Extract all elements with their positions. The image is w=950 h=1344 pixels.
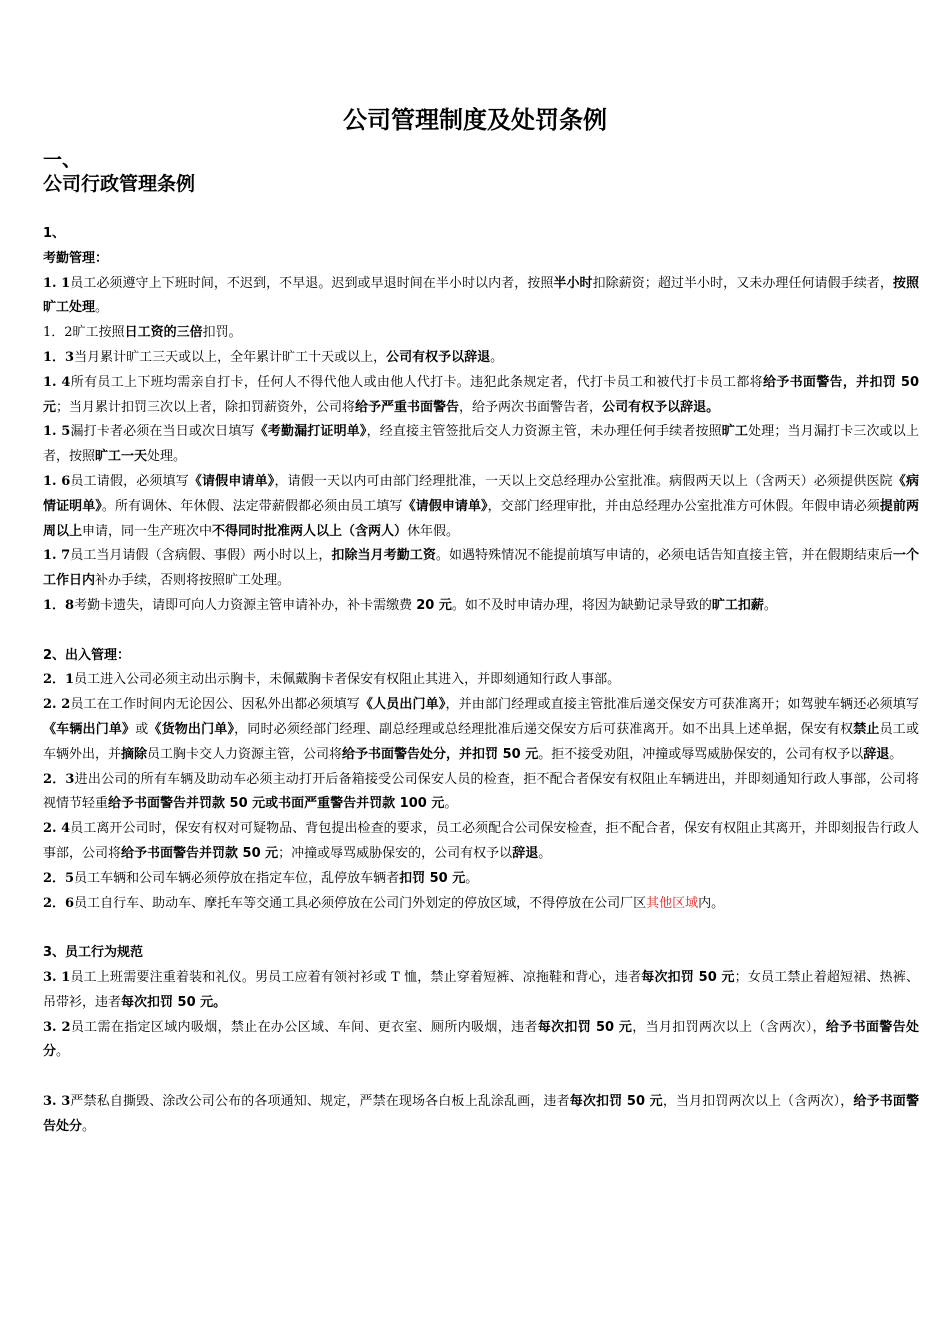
clause-emphasis: 每次扣罚 50 元 [641, 969, 735, 985]
clause-emphasis: 20 元 [416, 597, 452, 613]
clause-text: 员工进入公司必须主动出示胸卡，未佩戴胸卡者保安有权阻止其进入，并即刻通知行政人事部。 [74, 672, 621, 688]
clause-emphasis: 给予书面警告并罚款 50 元或书面严重警告并罚款 100 元 [108, 796, 445, 812]
clause-number: 2. 2 [43, 697, 71, 713]
clause-text: 旷工按照 [72, 325, 125, 341]
clause-number: 2．1 [43, 672, 75, 688]
clause-text: ，请假一天以内可由部门经理批准，一天以上交总经理办公室批准。病假两天以上（含两天）必须提供医院 [274, 473, 893, 489]
clause-text: 处理。 [147, 449, 187, 465]
clause-emphasis: 旷工一天 [95, 449, 148, 465]
clause-number: 3. 3 [43, 1093, 71, 1109]
clause-text: 。拒不接受劝阻，冲撞或辱骂威胁保安的，公司有权予以 [538, 746, 864, 762]
document-body [43, 222, 919, 1139]
clause-number: 1. 7 [43, 548, 71, 564]
clause-number: 1．2 [43, 325, 73, 341]
clause-emphasis: 摘除 [121, 746, 148, 762]
clause-text: ，同时必须经部门经理、副总经理或总经理批准后递交保安方后可获准离开。如不出具上述单据，保安有权 [234, 721, 854, 737]
clause-text: 。 [82, 1118, 96, 1134]
section-1-title: 考勤管理： [43, 250, 109, 266]
clause-text: ，当月扣罚两次以上（含两次）， [662, 1093, 854, 1109]
clause-highlight: 其他区域 [646, 895, 699, 911]
clause-number: 1. 4 [43, 374, 71, 390]
clause-number: 1. 1 [43, 275, 71, 291]
clause-text: ；女员工禁止着超短裙、热裤、吊带衫，违者 [43, 969, 919, 1010]
clause-text: 。如不及时申请办理，将因为缺勤记录导致的 [451, 597, 712, 613]
clause-text: 。 [763, 597, 777, 613]
clause-1-3 [43, 346, 919, 371]
clause-text: ；当月累计扣罚三次以上者，除扣罚薪资外，公司将 [56, 399, 356, 415]
clause-1-6 [43, 470, 919, 544]
clause-text: 严禁私自撕毁、涂改公司公布的各项通知、规定，严禁在现场各白板上乱涂乱画，违者 [70, 1093, 570, 1109]
clause-text: ；冲撞或辱骂威胁保安的，公司有权予以 [278, 845, 513, 861]
clause-1-2 [43, 321, 919, 346]
clause-emphasis: 给予书面警告处分 [43, 1019, 919, 1060]
clause-text: 处理；当月漏打卡三次或以上者，按照 [43, 424, 919, 465]
clause-text: 员工或车辆外出，并 [43, 721, 919, 762]
clause-emphasis: 《考勤漏打证明单》 [254, 424, 367, 440]
clause-number: 1. 5 [43, 424, 71, 440]
clause-emphasis: 半小时 [553, 275, 593, 291]
clause-emphasis: 提前两周以上 [43, 498, 919, 539]
clause-text: 员工必须遵守上下班时间，不迟到，不早退。迟到或早退时间在半小时以内者，按照 [70, 275, 554, 291]
clause-text: ，交部门经理审批，并由总经理办公室批准方可休假。年假申请必须 [487, 498, 880, 514]
clause-text: 。 [465, 870, 479, 886]
clause-text: 扣除薪资；超过半小时，又未办理任何请假手续者， [592, 275, 893, 291]
clause-emphasis: 《请假申请单》 [402, 498, 488, 514]
clause-text: 。 [444, 796, 458, 812]
clause-number: 1．3 [43, 349, 75, 365]
clause-text: 员工上班需要注重着装和礼仪。男员工应着有领衬衫或 T 恤，禁止穿着短裤、凉拖鞋和背心，违者 [70, 969, 642, 985]
clause-emphasis: 给予严重书面警告 [355, 399, 460, 415]
clause-1-1 [43, 272, 919, 322]
clause-emphasis: 给予书面警告处分，并扣罚 50 元 [342, 746, 539, 762]
clause-emphasis: 《请假申请单》 [188, 473, 275, 489]
clause-text: 内。 [698, 895, 725, 911]
section-3-title: 3、员工行为规范 [43, 945, 144, 961]
clause-number: 3. 2 [43, 1019, 71, 1035]
clause-emphasis: 公司有权予以辞退。 [602, 399, 720, 415]
clause-1-7 [43, 544, 919, 594]
clause-emphasis: 按照旷工处理 [43, 275, 919, 316]
clause-text: 员工车辆和公司车辆必须停放在指定车位，乱停放车辆者 [74, 870, 400, 886]
spacer [43, 916, 919, 941]
clause-text: 。 [538, 845, 552, 861]
chapter-title: 公司行政管理条例 [43, 173, 196, 195]
clause-text: ，当月扣罚两次以上（含两次）， [632, 1019, 826, 1035]
clause-emphasis: 《货物出门单》 [148, 721, 235, 737]
clause-text: ，经直接主管签批后交人力资源主管，未办理任何手续者按照 [366, 424, 722, 440]
clause-text: 员工胸卡交人力资源主管，公司将 [147, 746, 343, 762]
clause-emphasis: 辞退 [512, 845, 539, 861]
clause-text: 。 [889, 746, 903, 762]
clause-emphasis: 辞退 [863, 746, 890, 762]
clause-text: 。如遇特殊情况不能提前填写申请的，必须电话告知直接主管，并在假期结束后 [435, 548, 893, 564]
clause-3-3 [43, 1090, 919, 1140]
clause-number: 3. 1 [43, 969, 71, 985]
clause-emphasis: 旷工扣薪 [711, 597, 764, 613]
clause-text: 。 [490, 349, 504, 365]
clause-text: 申请，同一生产班次中 [82, 523, 213, 539]
clause-text: 当月累计旷工三天或以上，全年累计旷工十天或以上， [74, 349, 387, 365]
clause-emphasis: 不得同时批准两人以上（含两人） [212, 523, 408, 539]
spacer [43, 619, 919, 644]
clause-text: 漏打卡者必须在当日或次日填写 [70, 424, 255, 440]
clause-2-5 [43, 867, 919, 892]
clause-emphasis: 《车辆出门单》 [43, 721, 136, 737]
clause-text: ，并由部门经理或直接主管批准后递交保安方可获准离开；如驾驶车辆还必须填写 [445, 697, 919, 713]
clause-emphasis: 给予书面警告并罚款 50 元 [121, 845, 279, 861]
clause-text: 员工自行车、助动车、摩托车等交通工具必须停放在公司门外划定的停放区域，不得停放在公司厂区 [74, 895, 647, 911]
clause-1-8 [43, 594, 919, 619]
clause-number: 1. 6 [43, 473, 71, 489]
clause-text: ，给予两次书面警告者， [459, 399, 603, 415]
chapter-number: 一、 [43, 149, 82, 171]
clause-text: 考勤卡遗失，请即可向人力资源主管申请补办，补卡需缴费 [74, 597, 417, 613]
clause-emphasis: 《人员出门单》 [359, 697, 446, 713]
clause-emphasis: 旷工 [721, 424, 749, 440]
clause-number: 2．6 [43, 895, 75, 911]
clause-emphasis: 一个工作日内 [43, 548, 919, 589]
clause-text: 员工需在指定区域内吸烟，禁止在办公区域、车间、更衣室、厕所内吸烟，违者 [70, 1019, 538, 1035]
section-1-number: 1、 [43, 226, 66, 241]
clause-number: 2．5 [43, 870, 75, 886]
clause-text: 。 [95, 300, 109, 316]
clause-emphasis: 公司有权予以辞退 [386, 349, 491, 365]
clause-text: 员工当月请假（含病假、事假）两小时以上， [70, 548, 332, 564]
clause-text: 员工在工作时间内无论因公、因私外出都必须填写 [70, 697, 360, 713]
clause-text: 员工请假，必须填写 [70, 473, 189, 489]
document-title: 公司管理制度及处罚条例 [343, 106, 607, 134]
clause-2-1 [43, 668, 919, 693]
clause-emphasis: 给予书面警告处分 [43, 1093, 919, 1134]
clause-text: 补办手续，否则将按照旷工处理。 [95, 573, 291, 589]
clause-text: 或 [135, 721, 149, 737]
clause-emphasis: 每次扣罚 50 元。 [121, 994, 227, 1010]
clause-emphasis: 扣罚 50 元 [399, 870, 466, 886]
clause-number: 1．8 [43, 597, 75, 613]
clause-2-3 [43, 768, 919, 818]
clause-emphasis: 扣除当月考勤工资 [331, 548, 436, 564]
clause-emphasis: 每次扣罚 50 元 [569, 1093, 663, 1109]
clause-number: 2．3 [43, 771, 75, 787]
clause-emphasis: 日工资的三倍 [124, 325, 203, 341]
clause-number: 2. 4 [43, 821, 71, 837]
clause-text: 扣罚。 [202, 325, 242, 341]
clause-2-6 [43, 892, 919, 917]
section-2-title: 2、出入管理： [43, 647, 131, 663]
clause-emphasis: 每次扣罚 50 元 [537, 1019, 633, 1035]
clause-text: 员工离开公司时，保安有权对可疑物品、背包提出检查的要求，员工必须配合公司保安检查，拒不配合者，保安有权阻止其离开，并即刻报告行政人事部，公司将 [43, 821, 919, 861]
spacer [43, 1065, 919, 1090]
clause-1-5 [43, 420, 919, 470]
clause-emphasis: 禁止 [853, 721, 880, 737]
clause-3-1 [43, 966, 919, 1016]
clause-2-4 [43, 817, 919, 867]
clause-text: 进出公司的所有车辆及助动车必须主动打开后备箱接受公司保安人员的检查，拒不配合者保安有权阻止车辆进出，并即刻通知行政人事部，公司将视情节轻重 [43, 771, 919, 812]
clause-emphasis: 给予书面警告，并扣罚 50 元 [43, 374, 919, 415]
clause-text: 。 [56, 1044, 70, 1060]
clause-text: 休年假。 [407, 523, 460, 539]
clause-3-2 [43, 1016, 919, 1066]
clause-text: 。所有调休、年休假、法定带薪假都必须由员工填写 [101, 498, 403, 514]
clause-2-2 [43, 693, 919, 767]
clause-1-4 [43, 371, 919, 421]
clause-emphasis: 《病情证明单》 [43, 473, 919, 514]
clause-text: 所有员工上下班均需亲自打卡，任何人不得代他人或由他人代打卡。违犯此条规定者，代打卡员工和被代打卡员工都将 [70, 374, 763, 390]
